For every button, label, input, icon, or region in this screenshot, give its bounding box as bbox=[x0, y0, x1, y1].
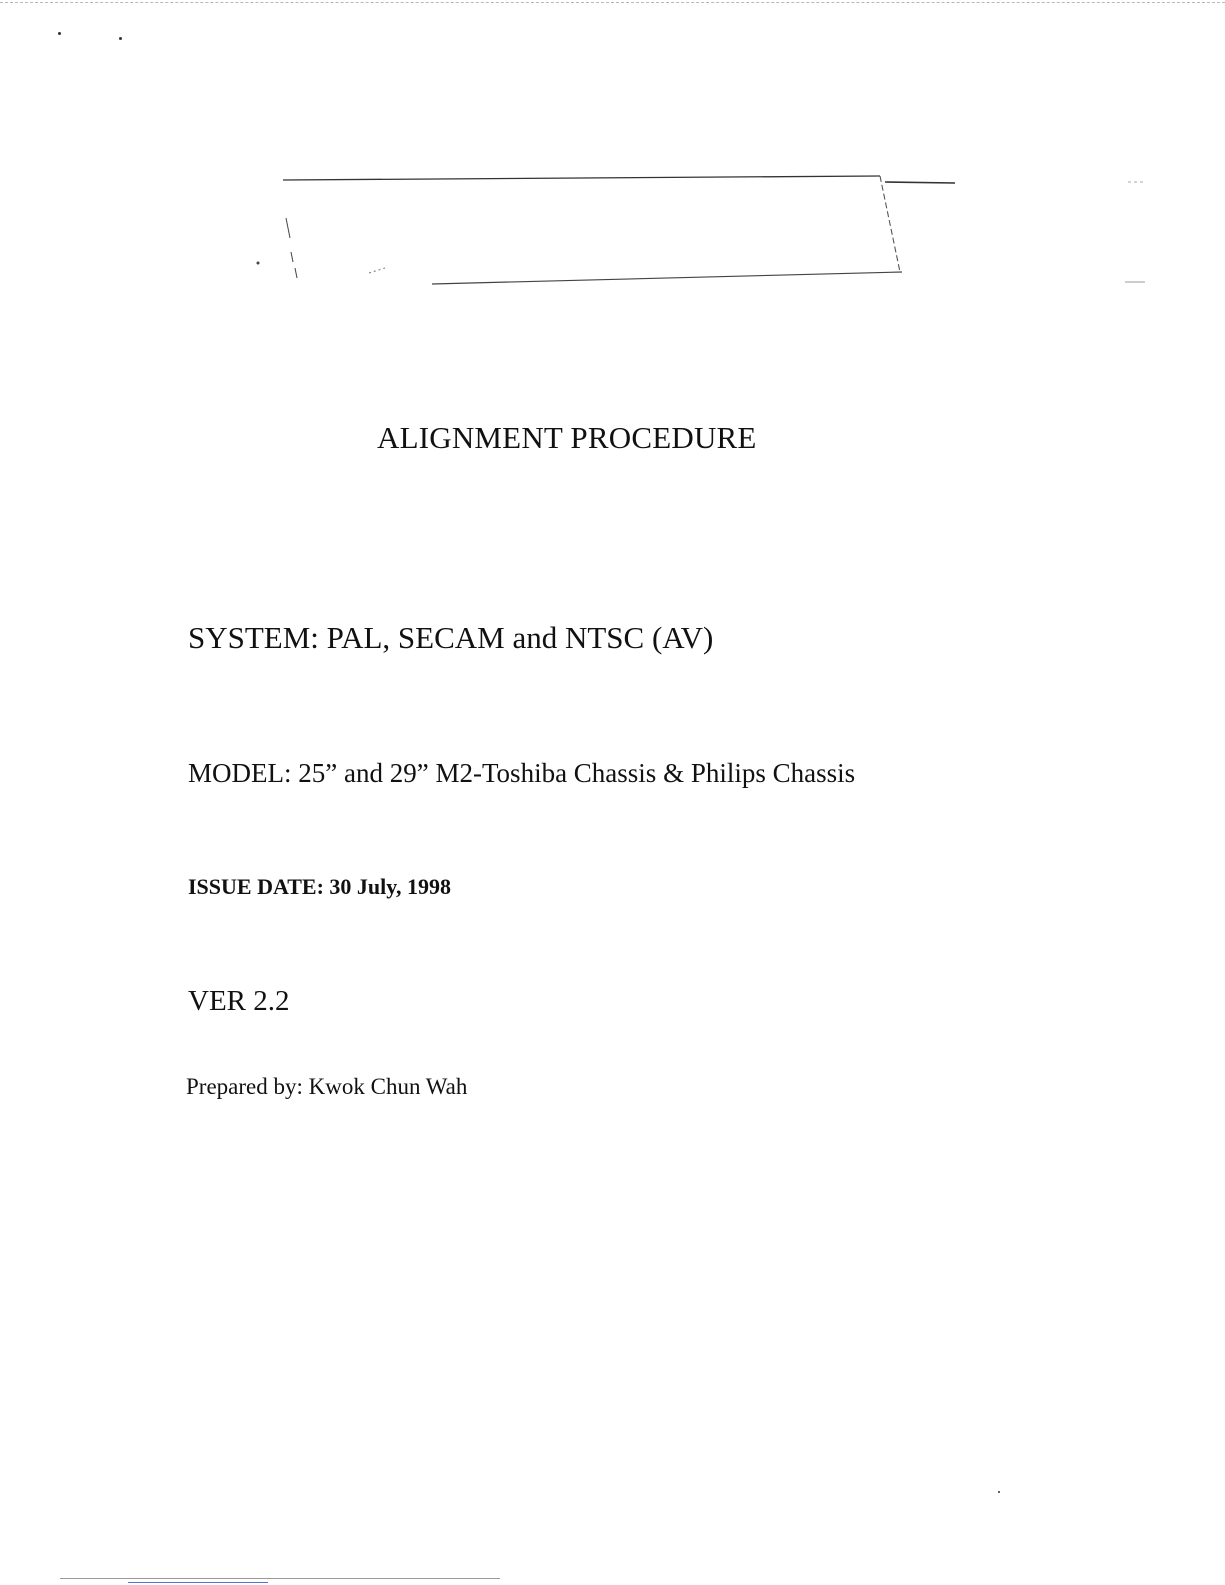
system-line bbox=[188, 620, 713, 656]
issue-date-line bbox=[188, 874, 451, 900]
model-line bbox=[188, 758, 855, 789]
issue-date-label: ISSUE DATE: bbox=[188, 874, 324, 899]
version-line: VER 2.2 bbox=[188, 985, 290, 1017]
system-value: PAL, SECAM and NTSC (AV) bbox=[326, 620, 714, 655]
speck-mark bbox=[998, 1491, 1000, 1493]
prepared-by-line bbox=[186, 1074, 467, 1100]
blank-label-box bbox=[0, 0, 1225, 320]
prepared-by-value: Kwok Chun Wah bbox=[308, 1074, 468, 1099]
model-label: MODEL: bbox=[188, 758, 292, 788]
prepared-by-label: Prepared by: bbox=[186, 1074, 303, 1099]
scan-edge-bottom bbox=[60, 1578, 500, 1580]
model-value: 25” and 29” M2-Toshiba Chassis & Philips Chassis bbox=[298, 758, 856, 788]
scan-edge-bottom-link bbox=[128, 1582, 268, 1584]
document-title: ALIGNMENT PROCEDURE bbox=[377, 420, 757, 455]
system-label: SYSTEM: bbox=[188, 620, 319, 655]
issue-date-value: 30 July, 1998 bbox=[329, 874, 452, 899]
